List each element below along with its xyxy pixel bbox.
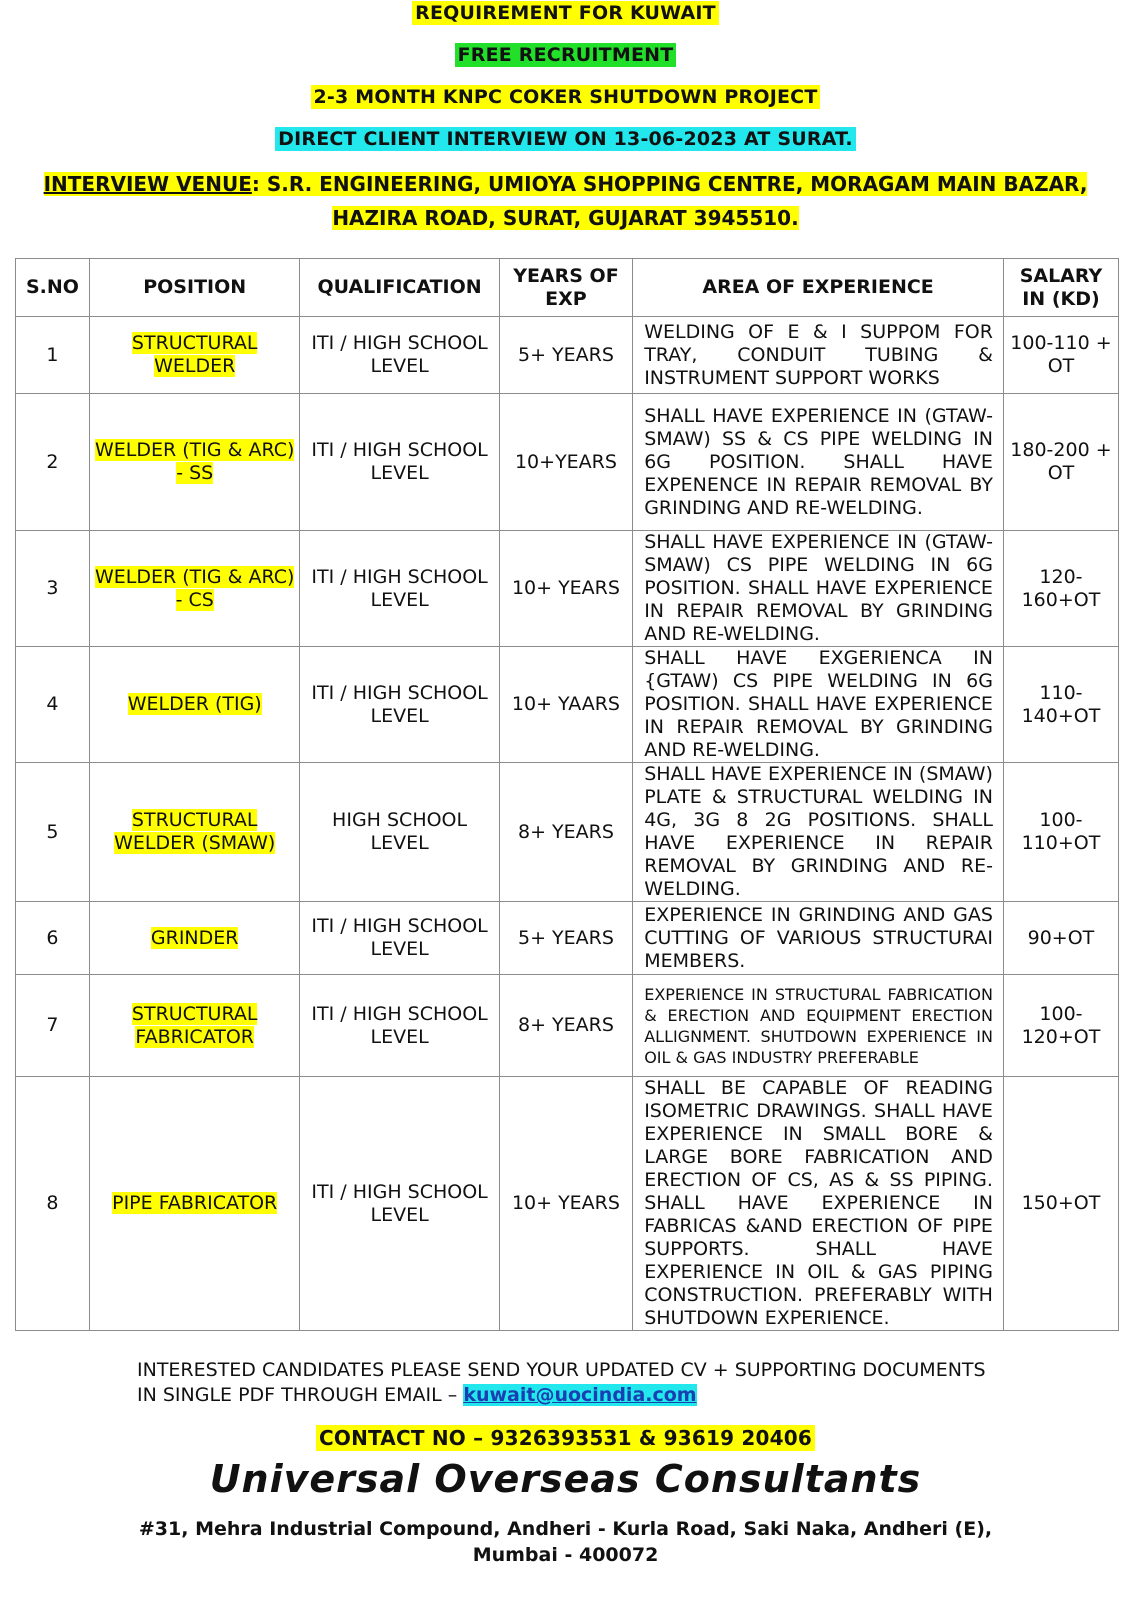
venue-line-1: : S.R. ENGINEERING, UMIOYA SHOPPING CENTRE, MORAGAM MAIN BAZAR, [251, 172, 1088, 196]
cell-position: WELDER (TIG & ARC) - CS [94, 565, 295, 611]
contact-line [0, 1426, 1131, 1450]
col-header-position: POSITION [89, 259, 300, 317]
cell-sno: 7 [16, 975, 90, 1077]
company-name: Universal Overseas Consultants [209, 1457, 922, 1501]
contact-number: CONTACT NO – 9326393531 & 93619 20406 [316, 1425, 815, 1451]
cell-qualification: ITI / HIGH SCHOOL LEVEL [300, 647, 499, 763]
header-line-2: FREE RECRUITMENT [0, 44, 1131, 66]
cell-sno: 4 [16, 647, 90, 763]
cell-salary: 110-140+OT [1003, 647, 1118, 763]
header-line-3: 2-3 MONTH KNPC COKER SHUTDOWN PROJECT [0, 86, 1131, 108]
cell-area: SHALL HAVE EXPERIENCE IN (SMAW) PLATE & STRUCTURAL WELDING IN 4G, 3G 8 2G POSITIONS. SHALL HAVE EXPERIENCE IN REPAIR REMOVAL BY GRINDING AND RE- WELDING. [633, 763, 1004, 902]
cell-position: STRUCTURAL WELDER (SMAW) [114, 809, 276, 854]
table-row [16, 975, 1119, 1077]
cell-area: SHALL HAVE EXPERIENCE IN (GTAW-SMAW) CS PIPE WELDING IN 6G POSITION. SHALL HAVE EXPERIENCE IN REPAIR REMOVAL BY GRINDING AND RE-WELDING. [633, 531, 1004, 647]
cell-qualification: ITI / HIGH SCHOOL LEVEL [300, 975, 499, 1077]
cell-area: EXPERIENCE IN GRINDING AND GAS CUTTING OF VARIOUS STRUCTURAI MEMBERS. [633, 902, 1004, 975]
apply-line-2: IN SINGLE PDF THROUGH EMAIL – [137, 1384, 464, 1406]
cell-salary: 90+OT [1003, 902, 1118, 975]
table-row [16, 902, 1119, 975]
cell-salary: 100-110 + OT [1003, 317, 1118, 394]
address-line-2: Mumbai - 400072 [472, 1544, 659, 1566]
cell-years: 5+ YEARS [499, 317, 633, 394]
cell-area: EXPERIENCE IN STRUCTURAL FABRICATION & ERECTION AND EQUIPMENT ERECTION ALLIGNMENT. SHUTDOWN EXPERIENCE IN OIL & GAS INDUSTRY PREFERABLE [633, 975, 1004, 1077]
table-row [16, 647, 1119, 763]
apply-instructions [137, 1358, 986, 1408]
interview-venue [0, 167, 1131, 235]
cell-qualification: ITI / HIGH SCHOOL LEVEL [300, 531, 499, 647]
col-header-area: AREA OF EXPERIENCE [633, 259, 1004, 317]
cell-salary: 180-200 + OT [1003, 394, 1118, 531]
table-row [16, 317, 1119, 394]
cell-position: STRUCTURAL FABRICATOR [131, 1002, 258, 1048]
cell-years: 8+ YEARS [499, 975, 633, 1077]
cell-qualification: ITI / HIGH SCHOOL LEVEL [300, 902, 499, 975]
company-address [0, 1516, 1131, 1568]
cell-area: SHALL HAVE EXGERIENCA IN {GTAW) CS PIPE WELDING IN 6G POSITION. SHALL HAVE EXPERIENCE IN REPAIR REMOVAL BY GRINDING AND RE-WELDING. [633, 647, 1004, 763]
cell-position: PIPE FABRICATOR [112, 1192, 278, 1214]
cell-qualification: ITI / HIGH SCHOOL LEVEL [300, 317, 499, 394]
col-header-salary: SALARY IN (KD) [1003, 259, 1118, 317]
table-header-row [16, 259, 1119, 317]
cell-sno: 1 [16, 317, 90, 394]
cell-sno: 2 [16, 394, 90, 531]
cell-years: 8+ YEARS [499, 763, 633, 902]
cell-qualification: ITI / HIGH SCHOOL LEVEL [300, 1077, 499, 1331]
requirements-table [15, 258, 1119, 1331]
apply-line-1: INTERESTED CANDIDATES PLEASE SEND YOUR UPDATED CV + SUPPORTING DOCUMENTS [137, 1359, 986, 1381]
cell-years: 10+ YEARS [499, 1077, 633, 1331]
cell-area: SHALL BE CAPABLE OF READING ISOMETRIC DRAWINGS. SHALL HAVE EXPERIENCE IN SMALL BORE & LARGE BORE FABRICATION AND ERECTION OF CS, AS & SS PIPING. SHALL HAVE EXPERIENCE IN FABRICAS &AND ERECTION OF PIPE SUPPORTS. SHALL HAVE EXPERIENCE IN OIL & GAS PIPING CONSTRUCTION. PREFERABLY WITH SHUTDOWN EXPERIENCE. [633, 1077, 1004, 1331]
cell-qualification: HIGH SCHOOL LEVEL [300, 763, 499, 902]
table-row [16, 531, 1119, 647]
table-row [16, 1077, 1119, 1331]
cell-years: 10+ YAARS [499, 647, 633, 763]
cell-salary: 150+OT [1003, 1077, 1118, 1331]
cell-sno: 6 [16, 902, 90, 975]
header-line-4: DIRECT CLIENT INTERVIEW ON 13-06-2023 AT SURAT. [0, 128, 1131, 150]
cell-position: GRINDER [150, 926, 239, 949]
cell-sno: 8 [16, 1077, 90, 1331]
venue-line-2: HAZIRA ROAD, SURAT, GUJARAT 3945510. [332, 206, 799, 230]
cell-years: 10+ YEARS [499, 531, 633, 647]
address-line-1: #31, Mehra Industrial Compound, Andheri - Kurla Road, Saki Naka, Andheri (E), [138, 1518, 993, 1540]
cell-sno: 5 [16, 763, 90, 902]
col-header-qualification: QUALIFICATION [300, 259, 499, 317]
col-header-sno: S.NO [16, 259, 90, 317]
col-header-years: YEARS OF EXP [499, 259, 633, 317]
cell-years: 10+YEARS [499, 394, 633, 531]
table-row [16, 394, 1119, 531]
cell-sno: 3 [16, 531, 90, 647]
cell-position: WELDER (TIG) [127, 693, 262, 715]
cell-salary: 100-120+OT [1003, 975, 1118, 1077]
cell-position: WELDER (TIG & ARC) - SS [94, 439, 295, 484]
header-line-1: REQUIREMENT FOR KUWAIT [0, 2, 1131, 24]
cell-qualification: ITI / HIGH SCHOOL LEVEL [300, 394, 499, 531]
cell-salary: 100-110+OT [1003, 763, 1118, 902]
cell-salary: 120-160+OT [1003, 531, 1118, 647]
table-row [16, 763, 1119, 902]
cell-position: STRUCTURAL WELDER [131, 332, 258, 377]
cell-area: WELDING OF E & I SUPPOM FOR TRAY, CONDUIT TUBING & INSTRUMENT SUPPORT WORKS [633, 317, 1004, 394]
venue-label: INTERVIEW VENUE [43, 172, 252, 196]
email-link[interactable]: kuwait@uocindia.com [463, 1384, 697, 1406]
cell-years: 5+ YEARS [499, 902, 633, 975]
cell-area: SHALL HAVE EXPERIENCE IN (GTAW-SMAW) SS & CS PIPE WELDING IN 6G POSITION. SHALL HAVE EXPENENCE IN REPAIR REMOVAL BY GRINDING AND RE-WELDING. [633, 394, 1004, 531]
